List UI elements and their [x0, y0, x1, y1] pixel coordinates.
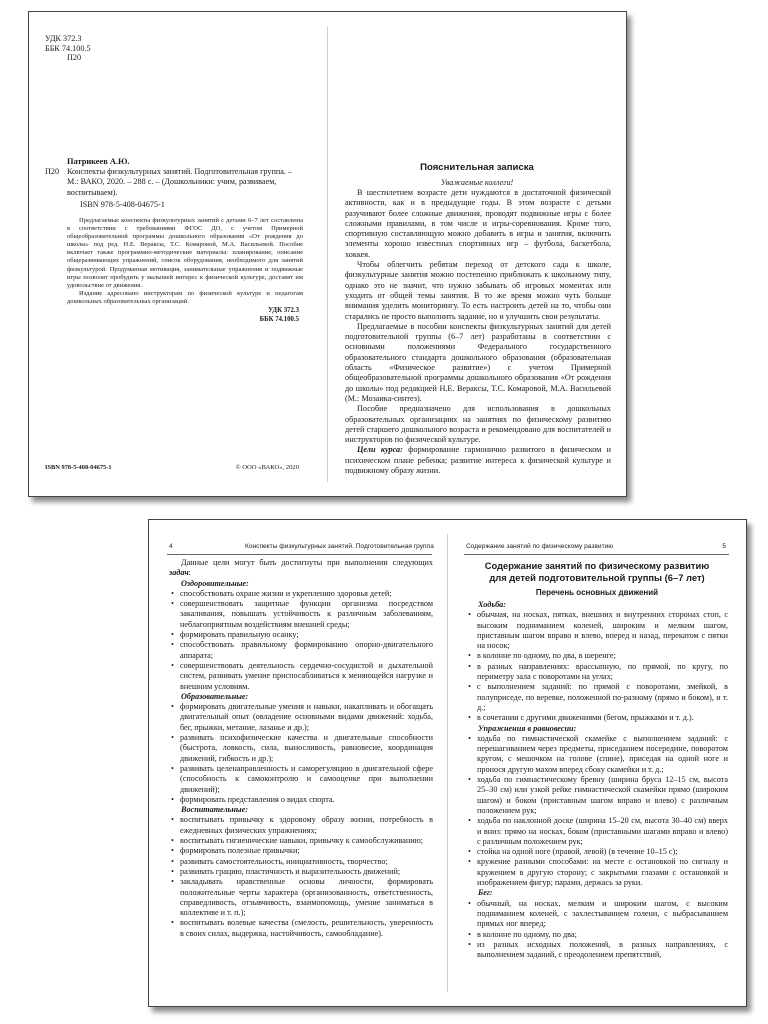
goals-label: Цели курса:	[357, 445, 403, 455]
section-label: Образовательные:	[181, 691, 249, 701]
book-spread-bottom	[148, 519, 747, 1007]
greeting: Уважаемые коллеги!	[440, 178, 514, 187]
bbk-code: ББК 74.100.5	[45, 43, 91, 53]
udk-right: УДК 372.3	[268, 307, 299, 314]
list-item: • закладывать нравственные основы личности, формировать положительные черты характера (организованность, ответственность, справедливость, отзывчивость, взаимопомощь, умение заниматься в коллективе и т. п.);	[169, 877, 433, 918]
list-item: • воспитывать привычку к здоровому образу жизни, потребность в ежедневных физических упражнениях;	[169, 815, 433, 836]
list-item: • ходьба по гимнастическому бревну (ширина бруса 12–15 см, высота 25–30 см) или узкой рейке гимнастической скамейки прямо (широким шагом) и боком (приставным шагом вправо и влево) с различным положением рук;	[466, 775, 728, 816]
annotation-audience: Издание адресовано инструкторам по физической культуре и педагогам дошкольных образовательных организаций.	[67, 289, 303, 305]
list-item: • совершенствовать деятельность сердечно-сосудистой и дыхательной систем, развивать умение приспосабливаться к меняющейся нагрузке и внешним условиям.	[169, 661, 433, 692]
tasks-text	[169, 558, 433, 939]
list-item: • обычная, на носках, пятках, внешних и внутренних сторонах стоп, с высоким подниманием коленей, широким и мелким шагом, приставным шагом вправо и влево, вперед и назад, перекатом с пятки на носок;	[466, 610, 728, 651]
header-rule	[167, 554, 432, 555]
paragraph-1: В шестилетнем возрасте дети нуждаются в достаточной физической активности, как и в предыдущие годы. В этом возрасте с детьми разучивают более сложные движения, проводят подвижные игры с более сложными правилами, в том числе и игры-соревнования. Кроме того, спортивную составляющую можно добавить в игры и занятия, включить элементы хорошо известных спортивных игр – футбола, баскетбола, хоккея.	[345, 188, 611, 259]
list-item: • формировать правильную осанку;	[169, 630, 433, 640]
list-item: • с выполнением заданий: по прямой с поворотами, змейкой, в полуприседе, по веревке, положенной по-разному (прямо и боком), и т. д.;	[466, 682, 728, 713]
catalog-index: П20	[45, 167, 60, 176]
paragraph-4: Пособие предназначено для использования в дошкольных образовательных организациях на занятиях по физическому развитию детей старшего дошкольного возраста и рекомендовано для воспитателей и инструкторов по физической культуре.	[345, 404, 611, 445]
intro-tasks-word: задач	[169, 568, 189, 578]
page-4	[149, 520, 447, 1006]
list-item: • совершенствовать защитные функции организма посредством закаливания, повышать устойчивость к различным заболеваниям, неблагоприятным воздействиям внешней среды;	[169, 599, 433, 630]
bullet-list	[466, 899, 728, 961]
paragraph-3: Предлагаемые в пособии конспекты физкультурных занятий для детей подготовительной группы (6–7 лет) разработаны в соответствии с основными положениями Федерального государственного образовательного стандарта дошкольного образования (образовательная область «Физическое развитие») с учетом Примерной общеобразовательной программы дошкольного образования «От рождения до школы» под редакцией Н.Е. Вераксы, Т.С. Комаровой, М.А. Васильевой (М.: Мозаика-синтез).	[345, 321, 611, 403]
list-item: • развивать самостоятельность, инициативность, творчество;	[169, 857, 433, 867]
movement-sections	[466, 600, 728, 960]
page-5	[448, 520, 746, 1006]
catalog-code: П20	[67, 53, 82, 63]
list-item: • в колонне по одному, по два;	[466, 930, 728, 940]
list-item: • в разных направлениях: врассыпную, по прямой, по кругу, по периметру зала с поворотами на углах;	[466, 662, 728, 683]
list-item: • формировать двигательные умения и навыки, накапливать и обогащать двигательный опыт (овладение основными видами движений: ходьба, бег, прыжки, метание, лазанье и др.);	[169, 702, 433, 733]
section-label: Бег:	[478, 888, 493, 898]
movements-text	[466, 600, 728, 960]
bbk-right: ББК 74.100.5	[259, 316, 299, 323]
bibliographic-description: Конспекты физкультурных занятий. Подготовительная группа. – М.: ВАКО, 2020. – 288 с. – (Дошкольники: учим, развиваем, воспитываем).	[67, 167, 293, 197]
annotation	[67, 217, 303, 306]
list-item: • воспитывать волевые качества (смелость, решительность, уверенность в своих силах, выдержка, настойчивость, самообладание).	[169, 918, 433, 939]
list-item: • способствовать правильному формированию опорно-двигательного аппарата;	[169, 640, 433, 661]
udk-code: УДК 372.3	[45, 34, 82, 43]
bullet-list	[466, 734, 728, 888]
list-item: • в сочетании с другими движениями (бегом, прыжками и т. д.).	[466, 713, 728, 723]
section-title-line-1: Содержание занятий по физическому развитию	[484, 560, 710, 571]
book-spread-top	[28, 11, 627, 497]
paragraph-2: Чтобы облегчить ребятам переход от детского сада к школе, физкультурные занятия можно постепенно приближать к школьному типу, однако это не значит, что нужно забывать об игровых моментах или уходить от общей темы занятия. В то же время можно чуть больше внимания уделить мониторингу. То есть настроить детей на то, чтобы они старались не просто выполнить задание, но и улучшить свои результаты.	[345, 260, 611, 321]
list-item: • обычный, на носках, мелким и широким шагом, с высоким подниманием коленей, с захлестыванием голени, с выбрасыванием прямых ног вперед;	[466, 899, 728, 930]
page-title: Пояснительная записка	[420, 162, 534, 173]
tasks-intro	[169, 558, 433, 579]
list-item: • кружение разными способами: на месте с остановкой по сигналу и кружением в другую сторону; с закрытыми глазами с остановкой и изображением фигур; парами, держась за руки.	[466, 857, 728, 888]
task-sections	[169, 579, 433, 939]
section-label: Воспитательные:	[181, 805, 248, 815]
bullet-list	[169, 815, 433, 939]
annotation-paragraph: Предлагаемые конспекты физкультурных занятий с детьми 6–7 лет составлены в соответствии с требованиями ФГОС ДО, с учетом Примерной общеобразовательной программы дошкольного образования «От рождения до школы» под ред. Н.Е. Вераксы, Т.С. Комаровой, М.А. Васильевой. Пособие включает также программно-методические материалы: планирование, описание общеразвивающих упражнений, список оборудования, необходимого для занятий физкультурой. Продуманная мотивация, занимательные упражнения и подвижные игры позволят пробудить у малышей интерес к физической культуре, доставят им удовольствие от движения.	[67, 217, 303, 289]
footer-isbn: ISBN 978-5-408-04675-1	[45, 464, 112, 471]
section-title	[448, 560, 746, 583]
list-item: • воспитывать гигиенические навыки, привычку к самообслуживанию;	[169, 836, 433, 846]
list-item: • из разных исходных положений, в разных направлениях, с выполнением заданий, с преодолением препятствий,	[466, 940, 728, 961]
running-head-right: Содержание занятий по физическому развитию	[466, 543, 614, 550]
isbn: ISBN 978-5-408-04675-1	[80, 200, 165, 209]
bullet-list	[169, 589, 433, 692]
section-label: Ходьба:	[478, 600, 506, 609]
list-item: • развивать целенаправленность и саморегуляцию в двигательной сфере (способность к самоконтролю и самооценке при выполнении движений);	[169, 764, 433, 795]
list-item: • ходьба по гимнастической скамейке с выполнением заданий: с перешагиванием через предметы, приседанием посередине, поворотом кругом, с мешочком на голове (спине), приседая на одной ноге и пронося другую махом вперед сбоку скамейки и т. д.;	[466, 734, 728, 775]
list-item: • формировать полезные привычки;	[169, 846, 433, 856]
classification-codes	[45, 34, 91, 63]
paragraph-goals	[345, 445, 611, 476]
list-item: • развивать психофизические качества и двигательные способности (быстрота, ловкость, сила, выносливость, равновесие, координация движений, гибкость и др.);	[169, 733, 433, 764]
header-rule	[464, 554, 729, 555]
list-item: • в колонне по одному, по два, в шеренге;	[466, 651, 728, 661]
list-item: • ходьба по наклонной доске (ширина 15–20 см, высота 30–40 см) вверх и вниз: прямо на носках, боком (приставными шагами вправо и влево) с различным положением рук;	[466, 816, 728, 847]
list-item: • стойка на одной ноге (правой, левой) (в течение 10–15 с);	[466, 847, 728, 857]
goals-text: формирование гармонично развитого в физическом и психическом плане ребенка; развитие интереса к физической культуре и подвижному образу жизни.	[345, 445, 611, 476]
note-body	[345, 188, 611, 476]
list-item: • способствовать охране жизни и укреплению здоровья детей;	[169, 589, 433, 599]
section-title-line-2: для детей подготовительной группы (6–7 лет)	[489, 571, 705, 583]
section-label: Упражнения в равновесии:	[478, 723, 577, 733]
author-name: Патрикеев А.Ю.	[67, 157, 130, 166]
section-label: Оздоровительные:	[181, 578, 249, 588]
bullet-list	[466, 610, 728, 723]
page-number-left: 4	[169, 543, 173, 550]
list-item: • развивать грацию, пластичность и выразительность движений;	[169, 867, 433, 877]
bullet-list	[169, 702, 433, 805]
intro-colon: :	[188, 568, 191, 578]
section-subtitle: Перечень основных движений	[535, 588, 659, 597]
imprint-page	[29, 12, 327, 496]
page-number-right: 5	[722, 543, 726, 550]
intro-text: Данные цели могут быть достигнуты при выполнении следующих	[181, 558, 433, 567]
running-head-left: Конспекты физкультурных занятий. Подготовительная группа	[245, 543, 434, 550]
list-item: • формировать представления о видах спорта.	[169, 795, 433, 805]
explanatory-note-page	[328, 12, 626, 496]
footer-copyright: © ООО «ВАКО», 2020	[235, 464, 299, 471]
